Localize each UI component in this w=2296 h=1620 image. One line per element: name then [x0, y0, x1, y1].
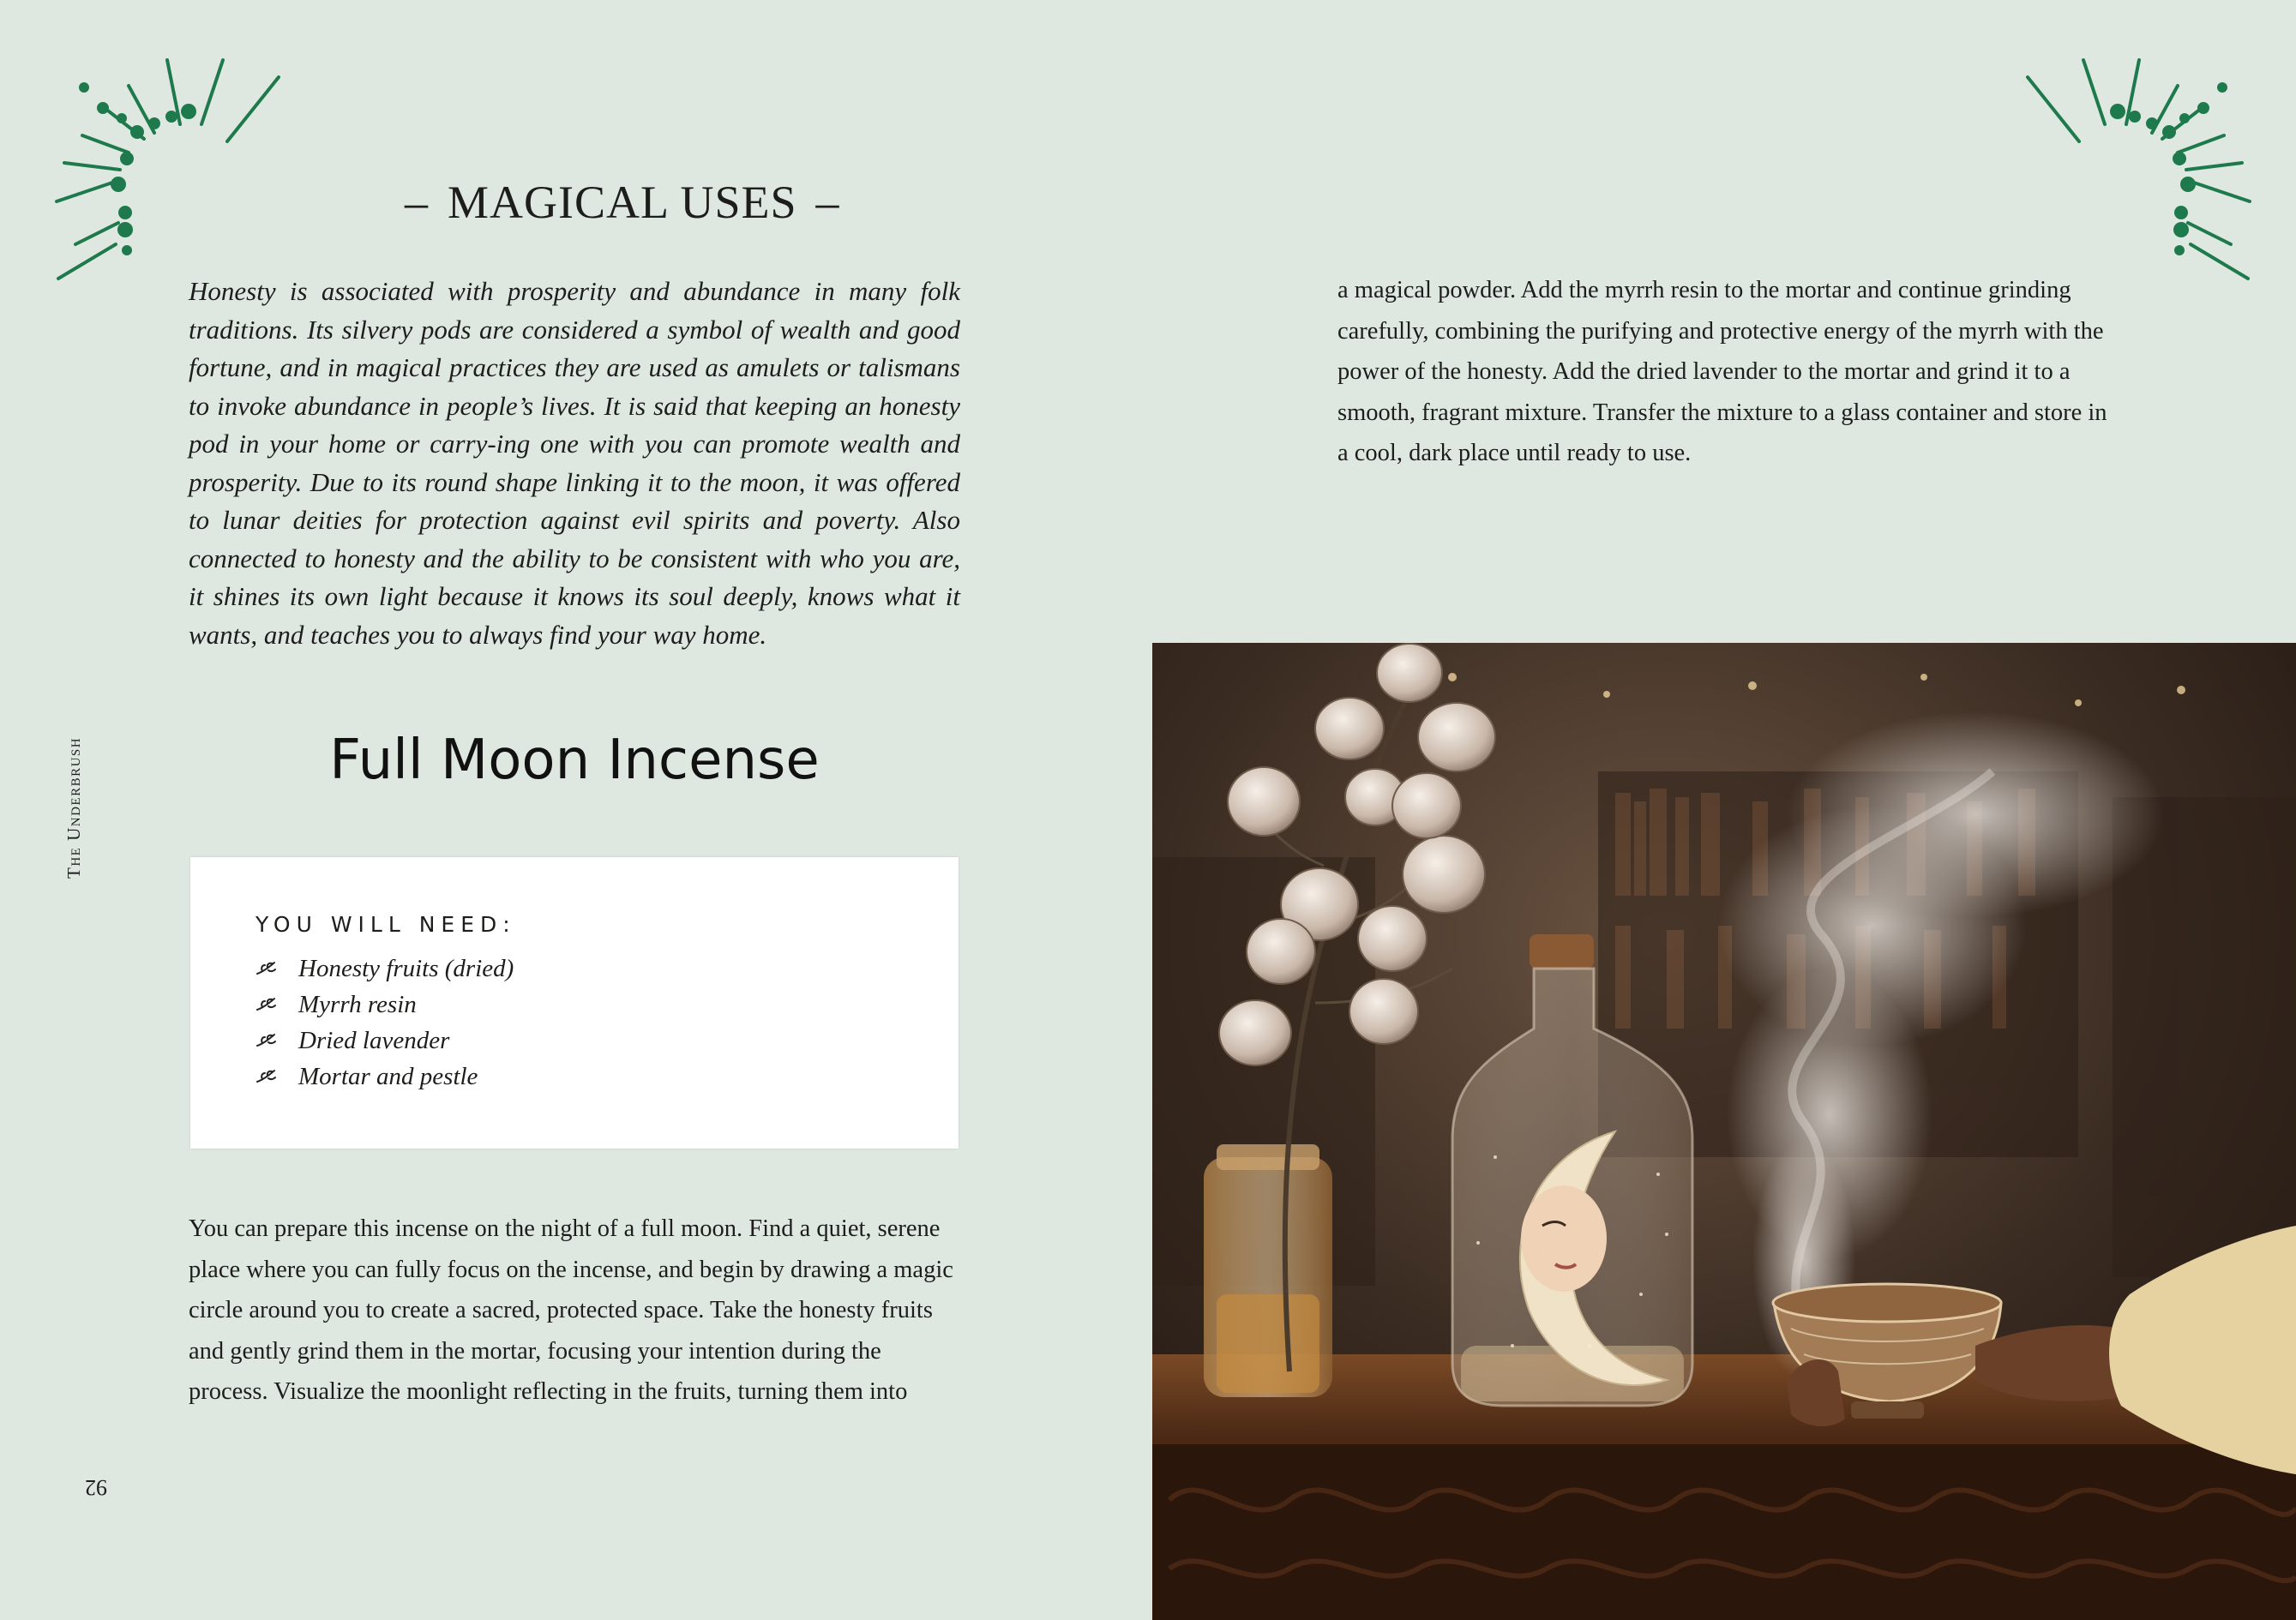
ingredient-text: Dried lavender — [298, 1027, 450, 1054]
method-paragraph: You can prepare this incense on the night of a full moon. Find a quiet, serene place where you can fully focus on the incense, and begin by drawing a magic circle around you to create a sacred, protected space. Take the honesty fruits and gently grind them in the mortar, focusing your intention during the process. Visualize the moonlight reflecting in the fruits, turning them into — [189, 1215, 953, 1405]
leaf-sprig-icon — [255, 1068, 278, 1085]
list-item — [255, 1023, 959, 1059]
ingredients-box — [190, 857, 959, 1149]
ingredient-text: Mortar and pestle — [298, 1063, 478, 1090]
ingredient-text: Honesty fruits (dried) — [298, 955, 514, 982]
list-item — [255, 951, 959, 987]
ingredients-list — [255, 951, 959, 1095]
leaf-sprig-icon — [255, 996, 278, 1013]
incense-illustration — [1152, 643, 2296, 1620]
section-heading — [189, 176, 960, 229]
heading-dash-right: – — [815, 177, 840, 228]
list-item — [255, 987, 959, 1023]
ingredients-heading: YOU WILL NEED: — [255, 912, 516, 937]
sunburst-ornament-icon — [43, 43, 300, 291]
sunburst-ornament-icon — [2006, 43, 2263, 291]
list-item — [255, 1059, 959, 1095]
heading-dash-left: – — [405, 177, 429, 228]
recipe-title: Full Moon Incense — [329, 729, 820, 792]
leaf-sprig-icon — [255, 960, 278, 977]
intro-paragraph: Honesty is associated with prosperity and abundance in many folk traditions. Its silvery pods are considered a symbol of wealth and good fortune, and in magical practices they are used as amulets or talismans to invoke abundance in people’s lives. It is said that keeping an honesty pod in your home or carry-ing one with you can promote wealth and prosperity. Due to its round shape linking it to the moon, it was offered to lunar deities for protection against evil spirits and poverty. Also connected to honesty and the ability to be consistent with who you are, it shines its own light because it knows its soul deeply, knows what it wants, and teaches you to always find your way home. — [189, 276, 960, 650]
method-paragraph-continued: a magical powder. Add the myrrh resin to the mortar and continue grinding carefully, combining the purifying and protective energy of the myrrh with the power of the honesty. Add the dried lavender to the mortar and grind it to a smooth, fragrant mixture. Transfer the mixture to a glass container and store in a cool, dark place until ready to use. — [1337, 277, 2107, 466]
ingredient-text: Myrrh resin — [298, 991, 417, 1018]
section-heading-text: MAGICAL USES — [448, 177, 797, 228]
running-head: The Underbrush — [63, 736, 84, 879]
leaf-sprig-icon — [255, 1032, 278, 1049]
page-number: 92 — [85, 1475, 107, 1500]
